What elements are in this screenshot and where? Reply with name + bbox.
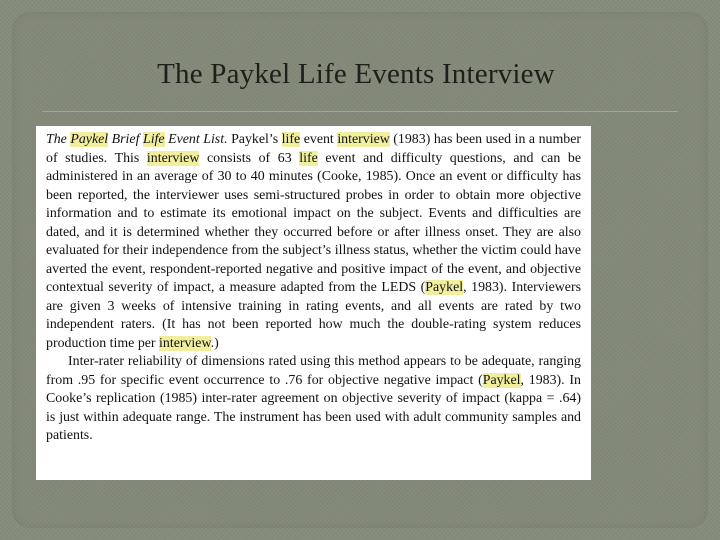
highlighted-term: life: [281, 132, 301, 147]
book-excerpt-image: [36, 126, 591, 480]
heading-text: Brief: [108, 132, 143, 147]
excerpt-paragraph-1: [46, 131, 581, 353]
highlighted-term: Paykel: [482, 372, 521, 388]
body-text: Paykel’s: [227, 132, 282, 147]
body-text: event: [300, 132, 338, 147]
body-text: consists of 63: [199, 150, 300, 166]
excerpt-heading: [46, 132, 228, 147]
heading-text: Event List.: [164, 132, 228, 147]
slide-title: The Paykel Life Events Interview: [157, 58, 555, 90]
highlighted-term: life: [299, 150, 318, 166]
title-divider: [42, 111, 678, 112]
body-text: event and difficulty questions, and can be administered in an average of 30 to 40 minutes (Cooke, 1985). Once an event or difficulty has been reported, the interviewer uses semi-structured probes in order to obtain more objective information and to estimate its emotional impact on the subject. Events and difficulties are dated, and it is determined whether they occurred before or after illness onset. They are also evaluated for their independence from the subject’s illness status, whether the victim could have averted the event, respondent-reported negative and positive impact of the event, and objective contextual severity of impact, a measure adapted from the LEDS (: [46, 150, 581, 295]
body-text: Inter-rater reliability of dimensions rated using this method appears to be adequate, ranging from .95 for specific event occurrence to .76 for objective negative impact (: [46, 354, 581, 388]
heading-text: The: [46, 132, 71, 147]
excerpt-paragraph-2: [46, 353, 581, 446]
highlighted-term: Life: [142, 132, 165, 147]
body-text: , 1983). In Cooke’s replication (1985) inter-rater agreement on objective severity of impact (kappa = .64) is just within adequate range. The instrument has been used with adult community samples and patients.: [46, 372, 581, 443]
highlighted-term: Paykel: [425, 280, 464, 295]
body-text: .): [210, 335, 219, 351]
highlighted-term: interview: [146, 150, 200, 166]
highlighted-term: Paykel: [70, 132, 109, 147]
body-text: , 1983). Interviewers are given 3 weeks of intensive training in rating events, and all events are rated by two independent raters. (It has not been reported how much the double-rating system reduces production time per: [46, 280, 581, 351]
body-text: (1983) has been used in a number of studies. This: [46, 132, 582, 166]
highlighted-term: interview: [159, 335, 211, 351]
highlighted-term: interview: [337, 132, 390, 147]
